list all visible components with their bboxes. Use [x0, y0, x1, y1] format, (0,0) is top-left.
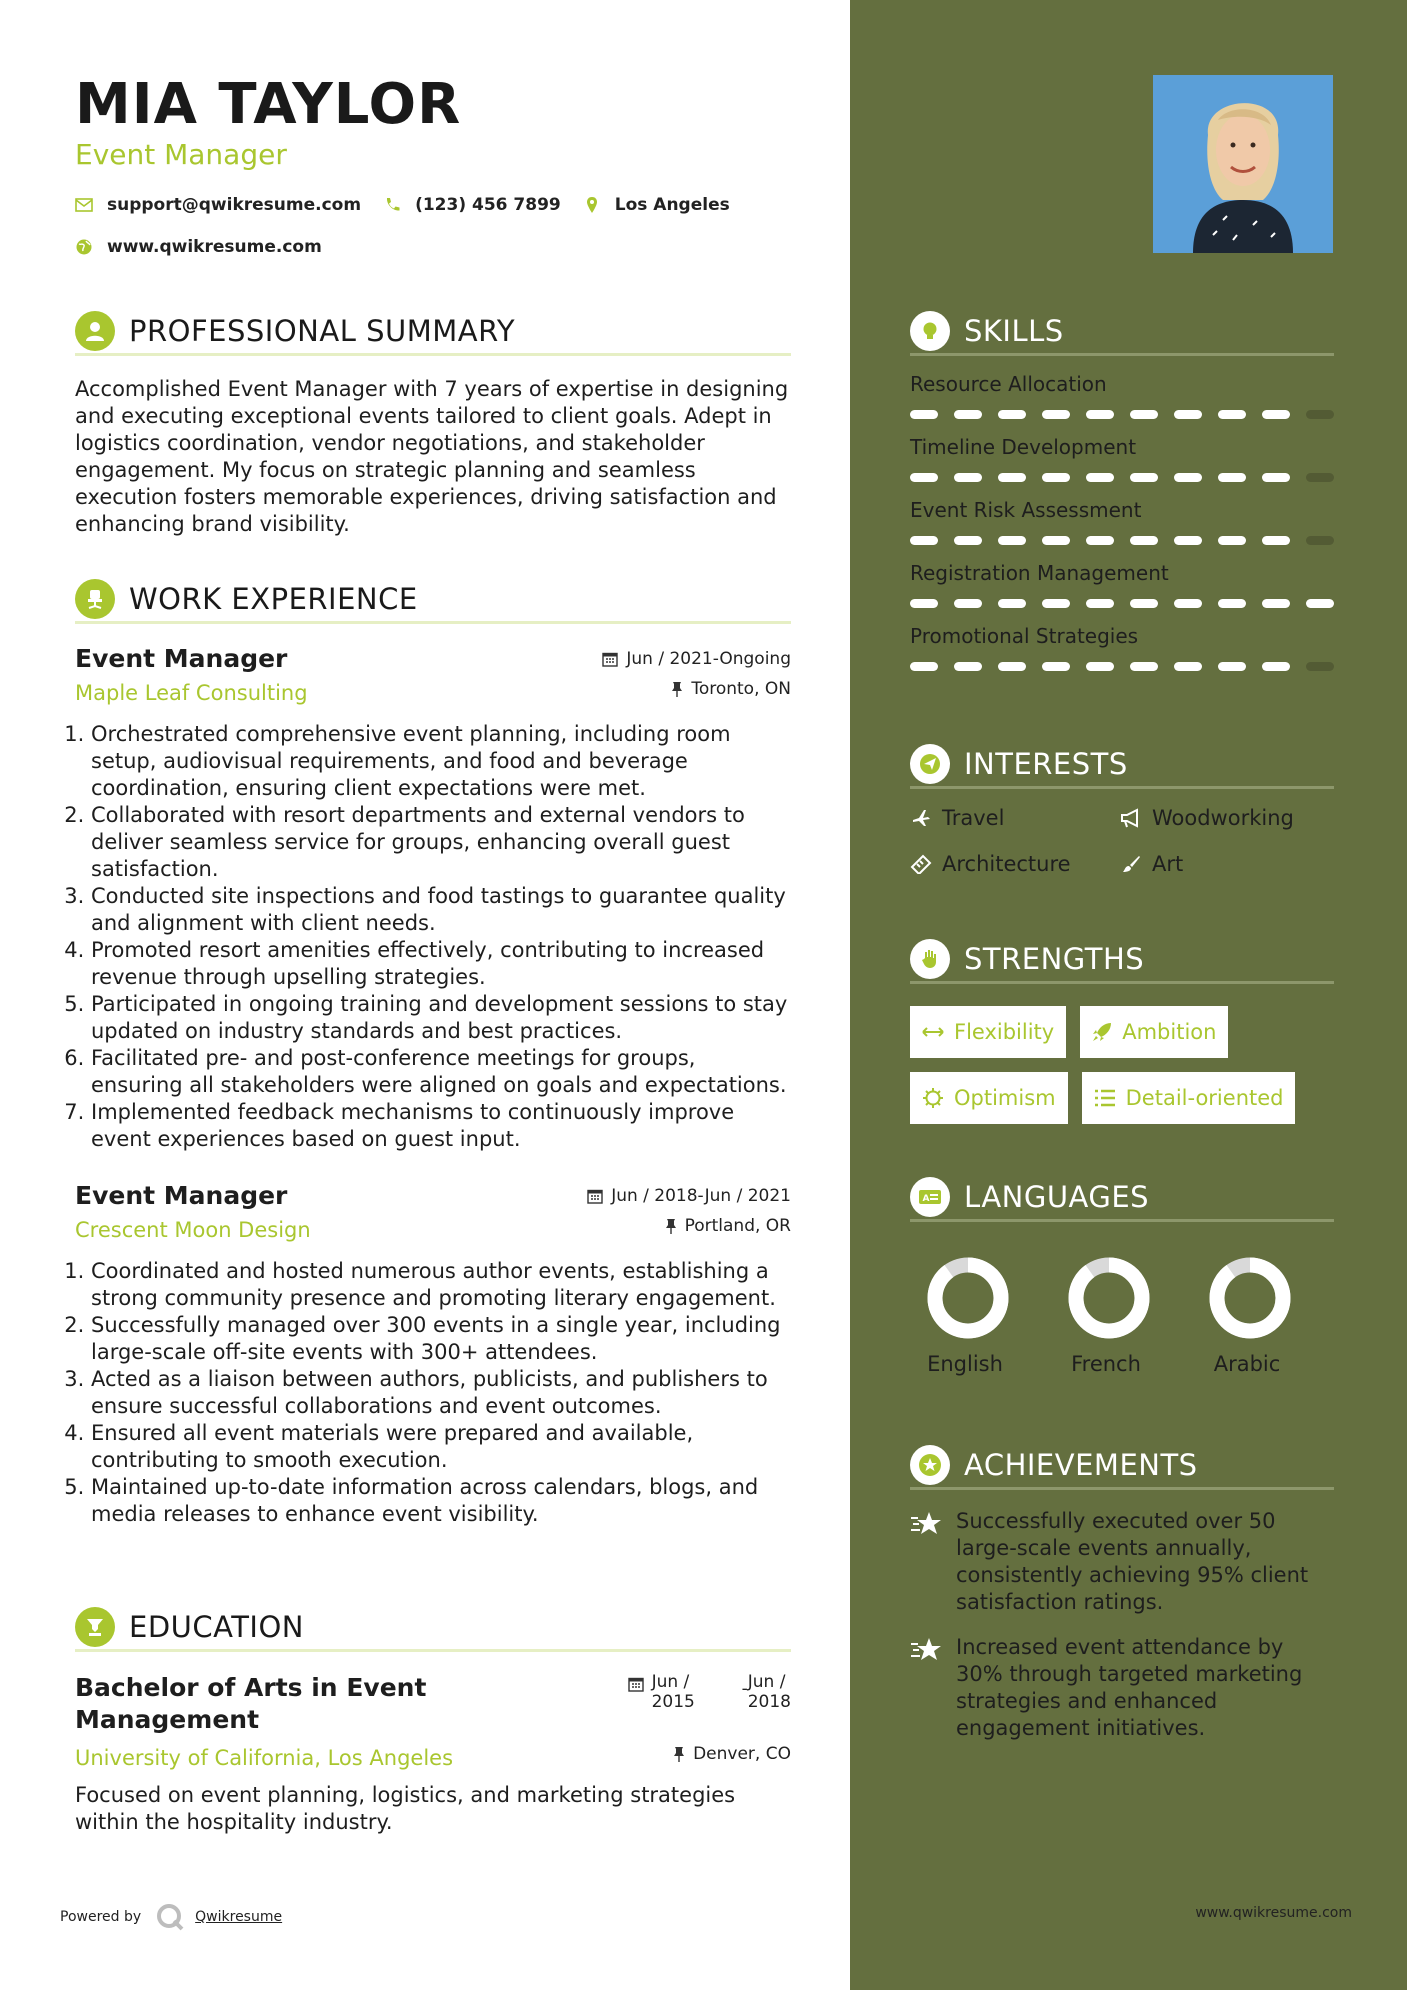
achievement-item: Increased event attendance by 30% through targeted marketing strategies and enhanced engagement initiatives. [910, 1634, 1334, 1742]
summary-section [75, 312, 791, 538]
language-name: English [927, 1352, 1003, 1376]
achievement-item: Successfully executed over 50 large-scale events annually, consistently achieving 95% client satisfaction ratings. [910, 1508, 1334, 1616]
strengths-list [910, 1006, 1334, 1124]
skill-dash [1306, 599, 1334, 608]
candidate-title: Event Manager [75, 138, 287, 171]
skill-dash [910, 410, 938, 419]
contact-location [583, 195, 730, 215]
skills-section [910, 312, 1334, 671]
skill-dash [998, 473, 1026, 482]
portrait-image [1153, 75, 1333, 253]
list-item: 3. Conducted site inspections and food tastings to guarantee quality and alignment with client needs. [91, 883, 791, 937]
list-item: 5. Maintained up-to-date information across calendars, blogs, and media releases to enhance event visibility. [91, 1474, 791, 1528]
map-pin-icon [583, 196, 601, 214]
date-separator: - [741, 1679, 748, 1699]
list-item: 2. Collaborated with resort departments and external vendors to deliver seamless service for groups, enhancing overall guest satisfaction. [91, 802, 791, 883]
list-item: 3. Acted as a liaison between authors, publicists, and publishers to ensure successful collaborations and event outcomes. [91, 1366, 791, 1420]
donut-fill [1076, 1265, 1142, 1331]
contact-website[interactable] [75, 237, 322, 257]
skill-dash [998, 536, 1026, 545]
education-heading: EDUCATION [129, 1609, 305, 1644]
summary-heading: PROFESSIONAL SUMMARY [129, 313, 516, 348]
languages-heading: LANGUAGES [964, 1179, 1150, 1214]
megaphone-icon [1120, 808, 1142, 828]
job-location: Portland, OR [665, 1216, 791, 1236]
languages-section [910, 1178, 1334, 1376]
languages-list [910, 1256, 1334, 1376]
ruler-icon [910, 854, 932, 874]
skill-item [910, 372, 1334, 419]
summary-text: Accomplished Event Manager with 7 years of expertise in designing and executing exceptional events tailored to client goals. Adept in logistics coordination, vendor negotiations, and stakeholder engagement. My focus on strategic planning and seamless execution fosters memorable experiences, driving satisfaction and enhancing brand visibility. [75, 377, 789, 536]
achievements-heading: ACHIEVEMENTS [964, 1447, 1198, 1482]
language-item [910, 1256, 1051, 1376]
skill-dash [998, 410, 1026, 419]
skill-dash [910, 662, 938, 671]
end-month: Jun / [747, 1672, 786, 1692]
language-name: Arabic [1213, 1352, 1281, 1376]
contact-phone[interactable] [383, 195, 561, 215]
strength-chip: Detail-oriented [1082, 1072, 1296, 1124]
skills-heading: SKILLS [964, 313, 1064, 348]
interest-item: Travel [910, 803, 1120, 833]
paper-plane-icon [910, 744, 950, 784]
skill-dash [1174, 599, 1202, 608]
star-icon [910, 1634, 956, 1742]
skill-dash [954, 662, 982, 671]
sun-icon [922, 1087, 944, 1109]
strength-chip: Flexibility [910, 1006, 1066, 1058]
experience-section [75, 580, 791, 1528]
start-year: 2015 [651, 1692, 695, 1712]
skill-dash [910, 473, 938, 482]
interests-heading: INTERESTS [964, 746, 1128, 781]
skill-rating [910, 662, 1334, 671]
experience-heading: WORK EXPERIENCE [129, 581, 418, 616]
list-item: 6. Facilitated pre- and post-conference meetings for groups, ensuring all stakeholders were aligned on goals and expectations. [91, 1045, 791, 1099]
office-chair-icon [75, 579, 115, 619]
skill-dash [910, 536, 938, 545]
skill-dash [1174, 536, 1202, 545]
qwikresume-logo-icon [155, 1902, 185, 1932]
list-item: 1. Orchestrated comprehensive event planning, including room setup, audiovisual requirements, and food and beverage coordination, ensuring client expectations were met. [91, 721, 791, 802]
rocket-icon [1092, 1022, 1112, 1042]
skill-dash [1306, 473, 1334, 482]
skill-dash [1130, 599, 1158, 608]
contact-email[interactable] [75, 195, 361, 215]
powered-by [60, 1902, 282, 1932]
skill-dash [1130, 536, 1158, 545]
list-item: 4. Promoted resort amenities effectively, contributing to increased revenue through upselling strategies. [91, 937, 791, 991]
powered-by-text: Powered by [60, 1909, 142, 1925]
skill-dash [1218, 536, 1246, 545]
skill-dash [1130, 662, 1158, 671]
degree-title: Bachelor of Arts in Event Management [75, 1673, 427, 1734]
skill-name: Timeline Development [910, 435, 1137, 459]
job-entry [75, 1181, 791, 1528]
star-badge-icon [910, 1445, 950, 1485]
end-year: 2018 [747, 1692, 791, 1712]
skill-dash [1042, 473, 1070, 482]
company-name: Crescent Moon Design [75, 1218, 311, 1242]
education-description: Focused on event planning, logistics, and marketing strategies within the hospitality industry. [75, 1783, 736, 1834]
interest-item: Woodworking [1120, 803, 1330, 833]
calendar-icon [587, 1188, 603, 1204]
skill-dash [1130, 410, 1158, 419]
list-item: 5. Participated in ongoing training and development sessions to stay updated on industry standards and best practices. [91, 991, 791, 1045]
envelope-icon [75, 196, 93, 214]
list-item: 4. Ensured all event materials were prepared and available, contributing to smooth execution. [91, 1420, 791, 1474]
skill-dash [910, 599, 938, 608]
skill-dash [1262, 599, 1290, 608]
strength-chip: Optimism [910, 1072, 1068, 1124]
strengths-heading: STRENGTHS [964, 941, 1145, 976]
skill-dash [998, 599, 1026, 608]
candidate-name: MIA TAYLOR [75, 72, 462, 137]
education-section [75, 1608, 791, 1836]
skill-item [910, 498, 1334, 545]
start-month: Jun / [651, 1672, 690, 1692]
education-dates [628, 1672, 791, 1712]
svg-text:A: A [922, 1193, 930, 1204]
skill-dash [1262, 473, 1290, 482]
brand-link[interactable]: Qwikresume [195, 1909, 283, 1925]
skill-rating [910, 599, 1334, 608]
pushpin-icon [665, 1218, 677, 1234]
skill-dash [1262, 536, 1290, 545]
skill-dash [954, 410, 982, 419]
skill-name: Registration Management [910, 561, 1169, 585]
lightbulb-icon [910, 311, 950, 351]
language-card-icon [910, 1177, 950, 1217]
language-donut [1208, 1256, 1292, 1340]
language-item [1192, 1256, 1333, 1376]
skill-dash [1042, 536, 1070, 545]
interest-item: Architecture [910, 849, 1120, 879]
email-text: support@qwikresume.com [107, 195, 362, 215]
skill-dash [1174, 410, 1202, 419]
skill-rating [910, 410, 1334, 419]
skill-dash [1042, 410, 1070, 419]
profile-photo [1153, 75, 1333, 253]
donut-fill [1217, 1265, 1283, 1331]
donut-fill [935, 1265, 1001, 1331]
skill-dash [1218, 599, 1246, 608]
graduation-icon [75, 1607, 115, 1647]
interest-item: Art [1120, 849, 1330, 879]
skill-dash [954, 599, 982, 608]
job-bullets [73, 721, 791, 1153]
language-donut [926, 1256, 1010, 1340]
skill-dash [1306, 410, 1334, 419]
language-item [1051, 1256, 1192, 1376]
list-item: 2. Successfully managed over 300 events in a single year, including large-scale off-site events with 300+ attendees. [91, 1312, 791, 1366]
strengths-section [910, 940, 1334, 1124]
job-title: Event Manager [75, 1181, 288, 1210]
job-dates: Jun / 2021-Ongoing [602, 649, 791, 669]
skill-dash [1130, 473, 1158, 482]
achievements-section [910, 1446, 1334, 1742]
pushpin-icon [671, 681, 683, 697]
skill-dash [1218, 410, 1246, 419]
skill-dash [1306, 536, 1334, 545]
job-dates: Jun / 2018-Jun / 2021 [587, 1186, 791, 1206]
skill-dash [1174, 662, 1202, 671]
skill-dash [1042, 599, 1070, 608]
skill-dash [1086, 410, 1114, 419]
skill-dash [1218, 473, 1246, 482]
skill-name: Promotional Strategies [910, 624, 1139, 648]
skill-item [910, 624, 1334, 671]
job-entry [75, 644, 791, 1153]
star-icon [910, 1508, 956, 1616]
brush-icon [1120, 854, 1142, 874]
calendar-icon [602, 651, 618, 667]
skill-dash [954, 473, 982, 482]
skill-dash [954, 536, 982, 545]
company-name: Maple Leaf Consulting [75, 681, 308, 705]
list-item: 7. Implemented feedback mechanisms to continuously improve event experiences based on guest input. [91, 1099, 791, 1153]
contact-info [75, 192, 815, 276]
skill-item [910, 435, 1334, 482]
skill-dash [1262, 410, 1290, 419]
interests-list [910, 803, 1334, 879]
list-icon [1094, 1089, 1116, 1107]
globe-icon [75, 238, 93, 256]
location-text: Los Angeles [614, 195, 730, 215]
language-name: French [1071, 1352, 1141, 1376]
skill-item [910, 561, 1334, 608]
website-text: www.qwikresume.com [107, 237, 322, 257]
job-title: Event Manager [75, 644, 288, 673]
phone-icon [383, 196, 401, 214]
skill-dash [1218, 662, 1246, 671]
interests-section [910, 745, 1334, 879]
skill-dash [1086, 473, 1114, 482]
list-item: 1. Coordinated and hosted numerous author events, establishing a strong community presence and promoting literary engagement. [91, 1258, 791, 1312]
skill-dash [1086, 536, 1114, 545]
job-bullets [73, 1258, 791, 1528]
skill-dash [998, 662, 1026, 671]
school-name: University of California, Los Angeles [75, 1746, 454, 1770]
calendar-icon [628, 1676, 644, 1692]
user-icon [75, 311, 115, 351]
skill-name: Resource Allocation [910, 372, 1107, 396]
plane-icon [910, 808, 932, 828]
hand-icon [910, 939, 950, 979]
skill-rating [910, 473, 1334, 482]
education-location: Denver, CO [673, 1744, 791, 1764]
language-donut [1067, 1256, 1151, 1340]
footer-url[interactable]: www.qwikresume.com [1195, 1905, 1352, 1921]
arrows-icon [922, 1025, 944, 1039]
strength-chip: Ambition [1080, 1006, 1228, 1058]
skill-dash [1042, 662, 1070, 671]
skill-rating [910, 536, 1334, 545]
skills-list [910, 372, 1334, 671]
phone-text: (123) 456 7899 [415, 195, 561, 215]
skill-dash [1086, 599, 1114, 608]
pushpin-icon [673, 1746, 685, 1762]
skill-dash [1306, 662, 1334, 671]
skill-name: Event Risk Assessment [910, 498, 1142, 522]
job-location: Toronto, ON [671, 679, 791, 699]
skill-dash [1086, 662, 1114, 671]
skill-dash [1174, 473, 1202, 482]
skill-dash [1262, 662, 1290, 671]
